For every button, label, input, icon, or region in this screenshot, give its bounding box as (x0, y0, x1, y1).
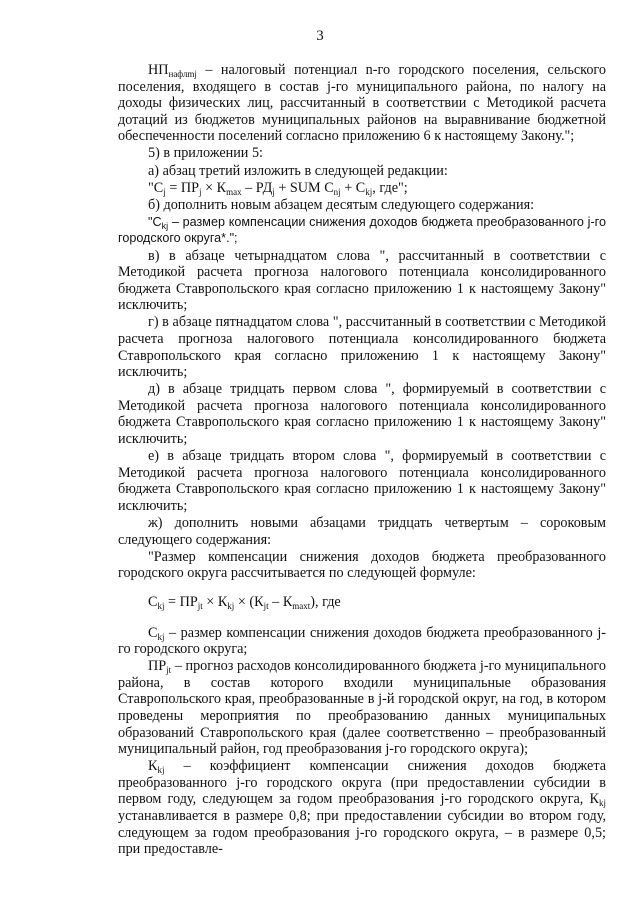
paragraph: в) в абзаце четырнадцатом слова ", рассчитанный в соответствии с Методикой расчета прогноза налогового потенциала консолидированного бюджета Ставропольского края согласно приложению 1 к настоящему Закону" исключить; (118, 247, 606, 314)
paragraph: "Размер компенсации снижения доходов бюджета преобразованного городского округа рассчитывается по следующей формуле: (118, 548, 606, 582)
paragraph: е) в абзаце тридцать втором слова ", формируемый в соответствии с Методикой расчета прогноза налогового потенциала консолидированного бюджета Ставропольского края согласно приложению 1 к настоящему Закону" исключить; (118, 448, 606, 514)
paragraph: б) дополнить новым абзацем десятым следующего содержания: (148, 196, 535, 213)
document-body (118, 62, 606, 858)
formula: $С_{kj} = ПР_{jt} \times К_{kj} \times (К_{jt} - К_{maxt})$, где (148, 593, 341, 611)
definition: $К_{kj}$ – коэффициент компенсации снижения доходов бюджета преобразованного j-го городского округа (при предоставлении субсидии в первом году, следующем за годом преобразования j-го городского округа, $К_{kj}$ устанавливается в размере 0,8; при предоставлении субсидии во втором году, следующем за годом преобразования j-го городского округа, – в размере 0,5; при предоставле- (118, 758, 606, 858)
page-number: 3 (316, 28, 324, 44)
paragraph: г) в абзаце пятнадцатом слова ", рассчитанный в соответствии с Методикой расчета прогноза налогового потенциала консолидированного бюджета Ставропольского края согласно приложению 1 к настоящему Закону" исключить; (118, 314, 606, 381)
paragraph: ж) дополнить новыми абзацами тридцать четвертым – сороковым следующего содержания: (118, 515, 606, 548)
paragraph: д) в абзаце тридцать первом слова ", формируемый в соответствии с Методикой расчета прогноза налогового потенциала консолидированного бюджета Ставропольского края согласно приложению 1 к настоящему Закону" исключить; (118, 381, 606, 448)
paragraph: "$С_{kj}$ – размер компенсации снижения доходов бюджета преобразованного j-го городского округа*."; (118, 214, 606, 246)
paragraph: "$С_j = ПР_j \times К_{max} - РД_j$ + SUM $С_{nj} + С_{kj}$, где"; (148, 179, 408, 197)
definition: $С_{kj}$ – размер компенсации снижения доходов бюджета преобразованного j-го городского округа; (118, 624, 606, 658)
paragraph: а) абзац третий изложить в следующей редакции: (148, 162, 448, 179)
paragraph: $НП_{нафлmj}$ – налоговый потенциал n-го городского поселения, сельского поселения, входящего в состав j-го муниципального района, по налогу на доходы физических лиц, рассчитанный в соответствии с Методикой расчета дотаций из бюджетов муниципальных районов на выравнивание бюджетной обеспеченности поселений согласно приложению 6 к настоящему Закону."; (118, 62, 606, 145)
definition: $ПР_{jt}$ – прогноз расходов консолидированного бюджета j-го муниципального района, в состав которого входили муниципальные образования Ставропольского края, преобразованные в j-й городской округ, на год, в котором проведены мероприятия по преобразованию данных муниципальных образований Ставропольского края (далее соответственно – преобразованный муниципальный район, год преобразования j-го городского округа); (118, 658, 606, 758)
paragraph: 5) в приложении 5: (148, 145, 263, 162)
